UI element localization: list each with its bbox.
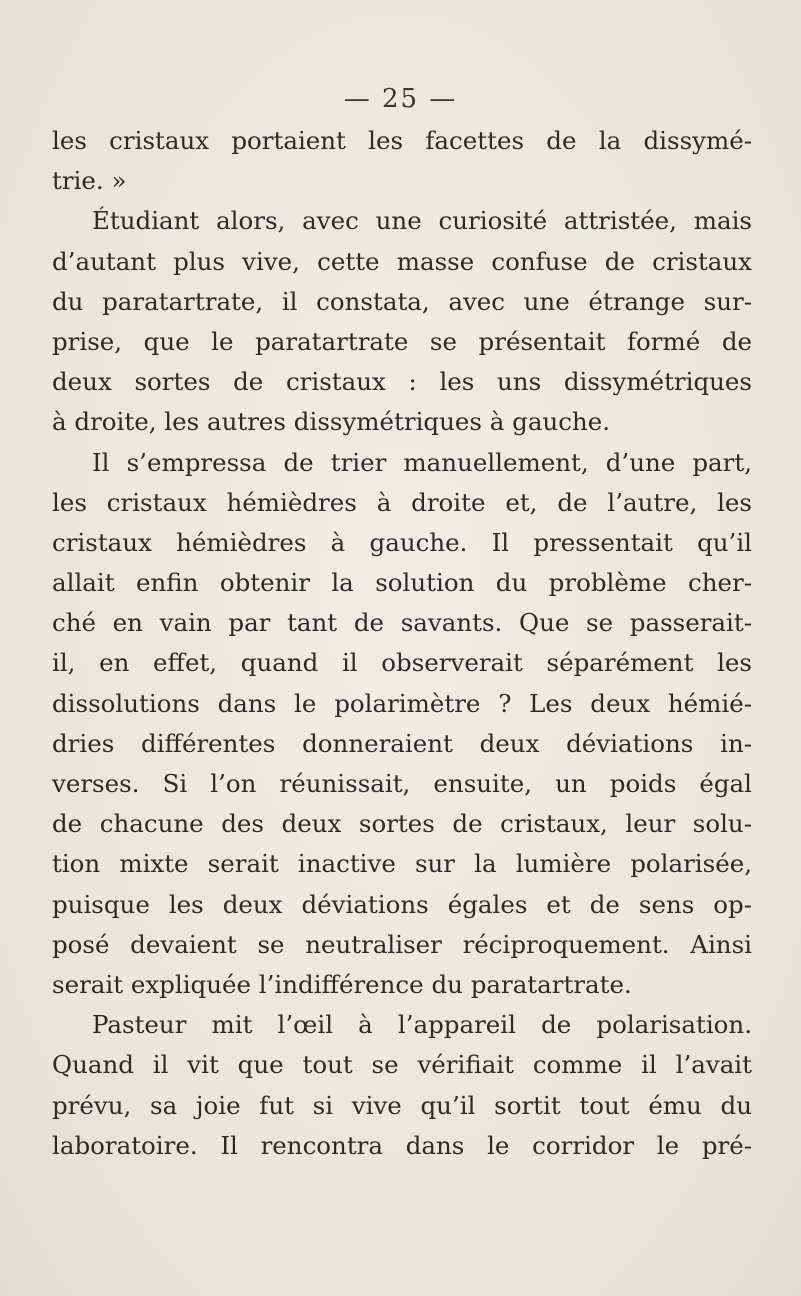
text-line: cristaux hémièdres à gauche. Il pressentait qu’il bbox=[52, 527, 752, 557]
text-line: de chacune des deux sortes de cristaux, leur solu- bbox=[52, 809, 752, 839]
text-line: à droite, les autres dissymétriques à gauche. bbox=[52, 407, 610, 437]
text-line: Il s’empressa de trier manuellement, d’une part, bbox=[92, 447, 752, 477]
text-line: les cristaux hémièdres à droite et, de l’autre, les bbox=[52, 487, 752, 517]
text-line: posé devaient se neutraliser réciproquement. Ainsi bbox=[52, 929, 752, 959]
text-line: allait enfin obtenir la solution du problème cher- bbox=[52, 568, 752, 598]
text-line: trie. » bbox=[52, 166, 127, 196]
text-line: du paratartrate, il constata, avec une étrange sur- bbox=[52, 286, 752, 316]
text-line: dries différentes donneraient deux déviations in- bbox=[52, 728, 752, 758]
text-line: tion mixte serait inactive sur la lumière polarisée, bbox=[52, 849, 752, 879]
page-number: — 25 — bbox=[343, 84, 458, 114]
text-line: prise, que le paratartrate se présentait formé de bbox=[52, 326, 752, 356]
text-line: il, en effet, quand il observerait séparément les bbox=[52, 648, 752, 678]
text-line: serait expliquée l’indifférence du paratartrate. bbox=[52, 969, 632, 999]
text-line: Étudiant alors, avec une curiosité attristée, mais bbox=[92, 206, 752, 236]
text-line: d’autant plus vive, cette masse confuse de cristaux bbox=[52, 246, 752, 276]
text-line: dissolutions dans le polarimètre ? Les deux hémié- bbox=[52, 688, 752, 718]
text-line: deux sortes de cristaux : les uns dissymétriques bbox=[52, 367, 752, 397]
text-line: puisque les deux déviations égales et de sens op- bbox=[52, 889, 752, 919]
text-line: ché en vain par tant de savants. Que se passerait- bbox=[52, 608, 752, 638]
text-line: verses. Si l’on réunissait, ensuite, un poids égal bbox=[52, 769, 752, 798]
text-line: Quand il vit que tout se vérifiait comme il l’avait bbox=[52, 1050, 752, 1080]
text-line: prévu, sa joie fut si vive qu’il sortit tout ému du bbox=[52, 1090, 752, 1120]
text-line: laboratoire. Il rencontra dans le corridor le pré- bbox=[52, 1130, 752, 1160]
text-line: les cristaux portaient les facettes de la dissymé- bbox=[52, 126, 752, 155]
text-line: Pasteur mit l’œil à l’appareil de polarisation. bbox=[92, 1010, 752, 1040]
body-text bbox=[52, 121, 752, 1166]
